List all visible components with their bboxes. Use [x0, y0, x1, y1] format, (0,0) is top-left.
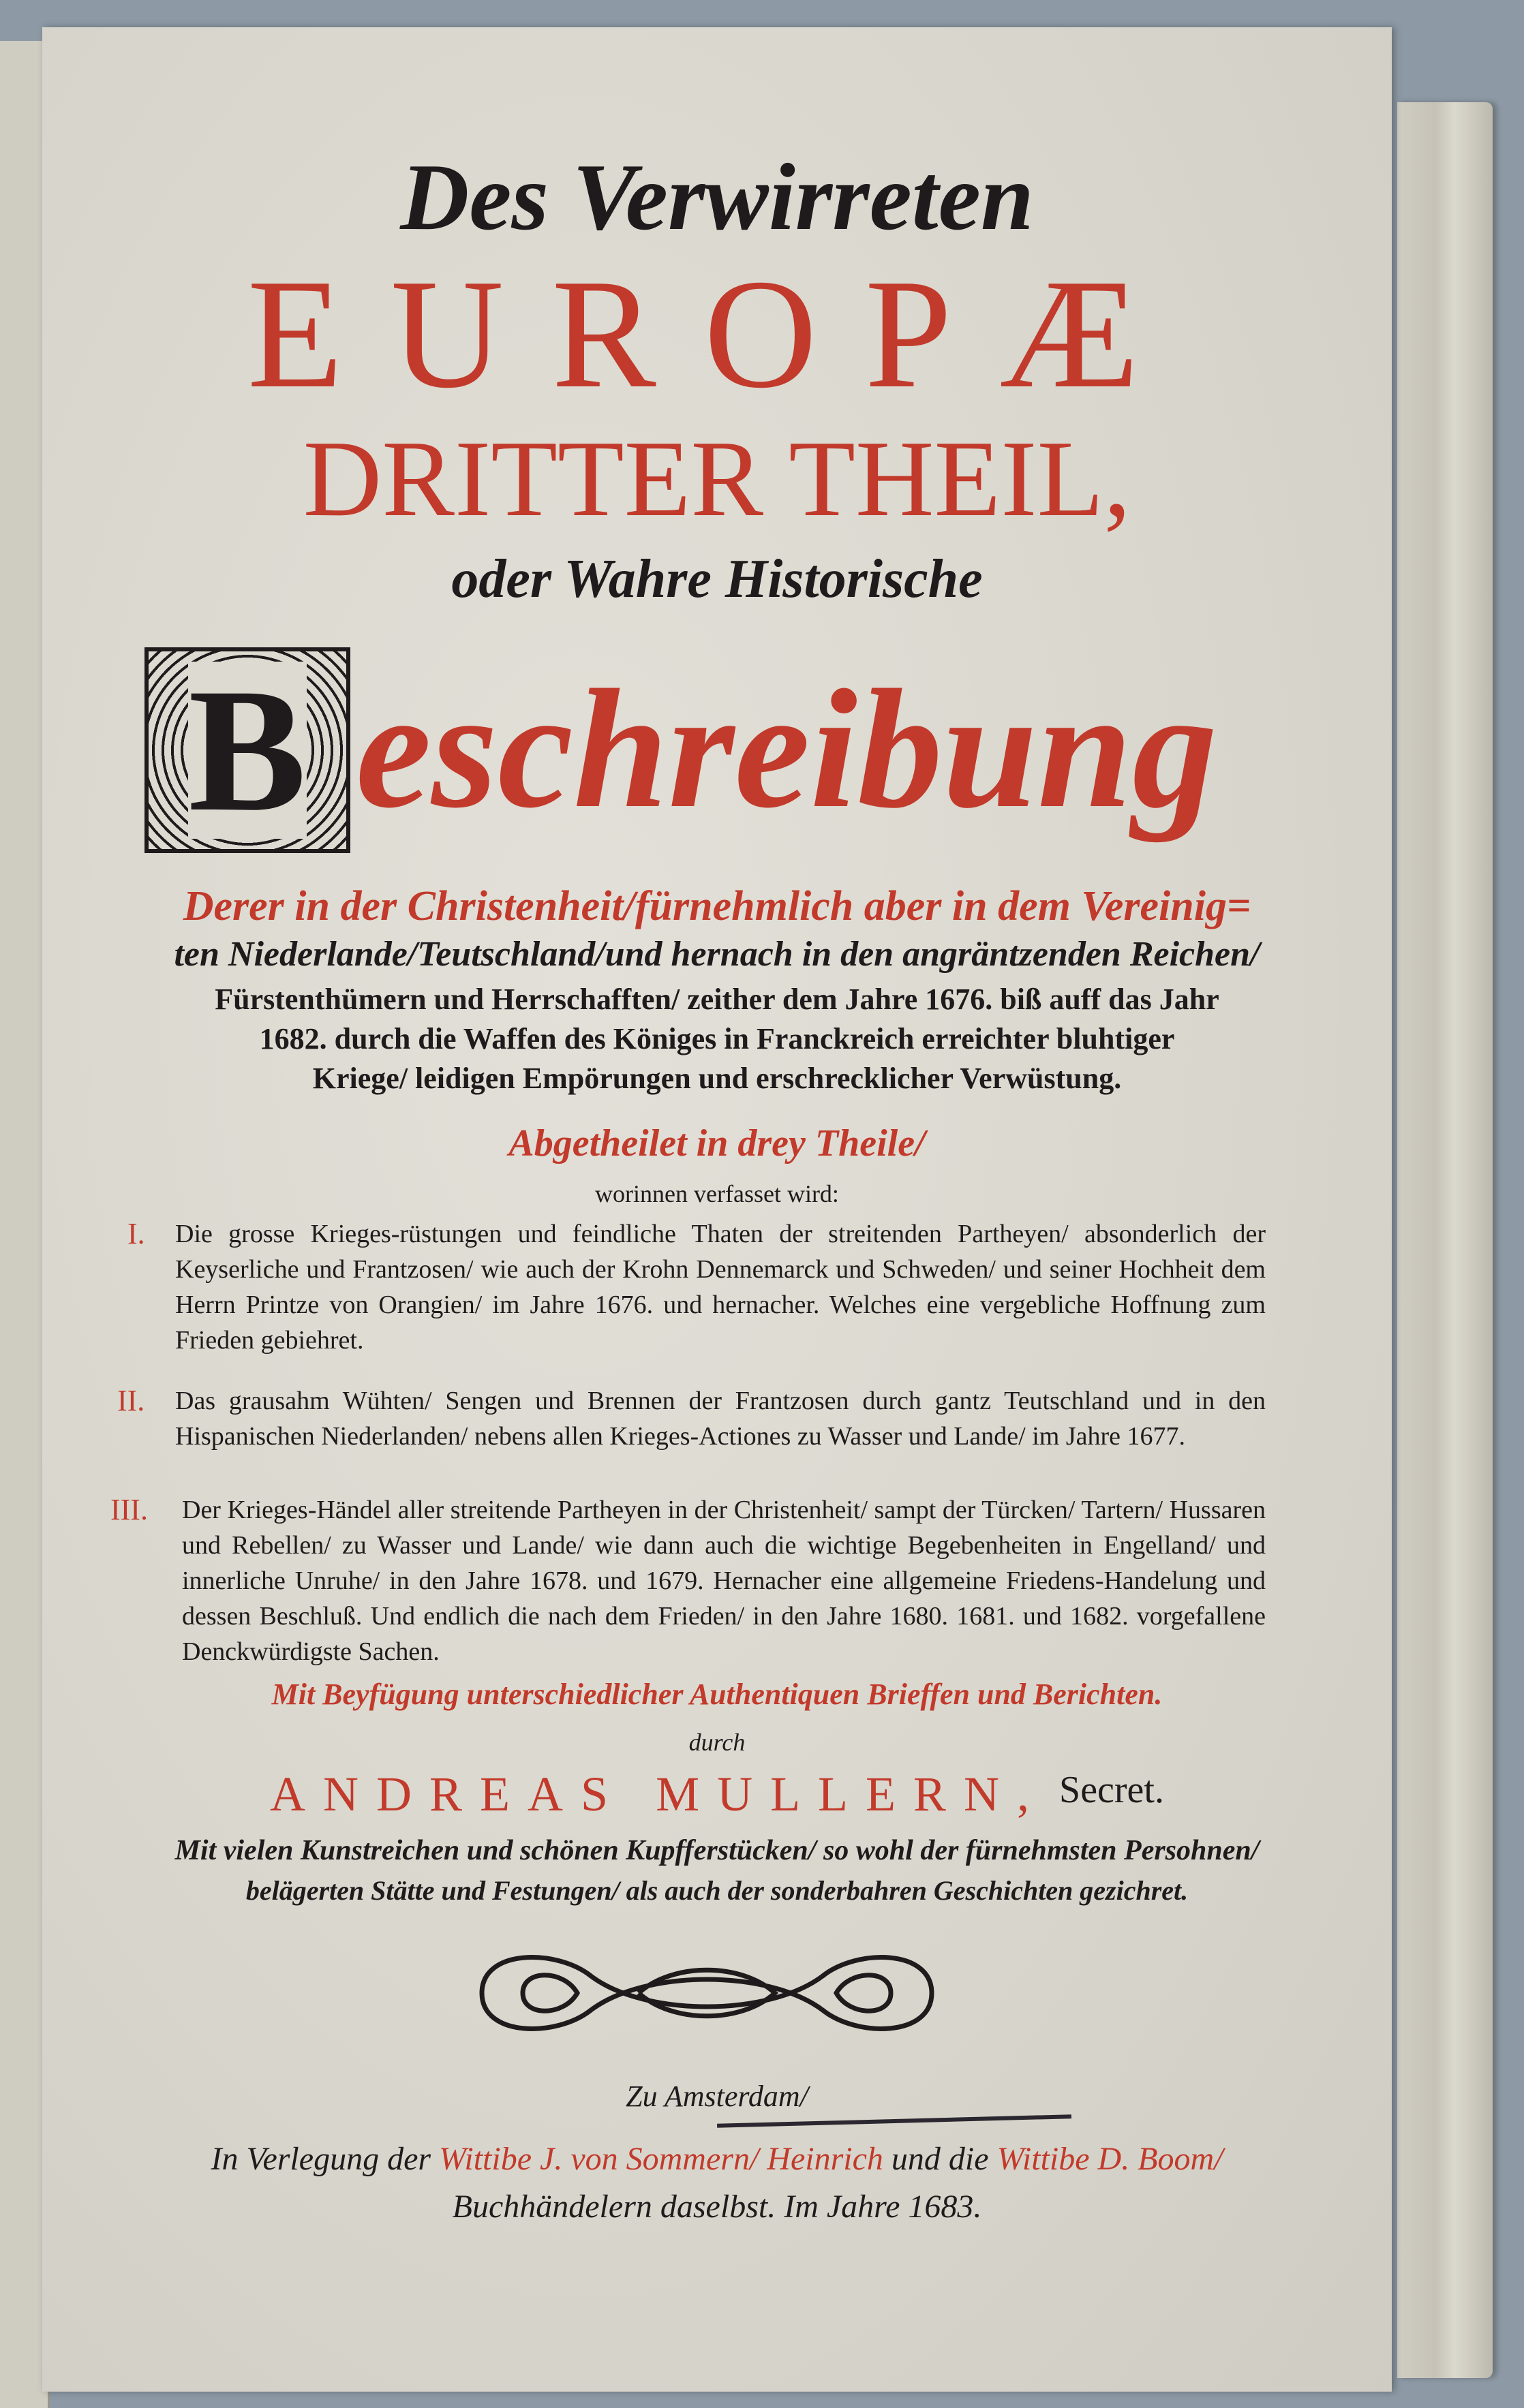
imprint-rule — [717, 2114, 1071, 2128]
imprint-mid: und die — [883, 2141, 997, 2177]
worinnen-line: worinnen verfasset wird: — [595, 1180, 839, 1207]
part-1-numeral: I. — [127, 1217, 145, 1250]
subtitle-line-3: Fürstenthümern und Herrschafften/ zeither dem Jahre 1676. biß auff das Jahr — [215, 983, 1219, 1016]
part-2-text: Das grausahm Wühten/ Sengen und Brennen der Frantzosen durch gantz Teutschland und in den Hispanischen Niederlanden/ nebens allen Krieges-Actiones zu Wasser und Lande/ im Jahre 1677. — [175, 1387, 1266, 1451]
subtitle-line-5: Kriege/ leidigen Empörungen und erschrecklicher Verwüstung. — [312, 1062, 1122, 1095]
initial-letter: B — [188, 652, 307, 848]
subtitle-line-1: Derer in der Christenheit/fürnehmlich aber in dem Vereinig= — [183, 883, 1251, 929]
durch-line: durch — [688, 1729, 746, 1756]
part-3-text: Der Krieges-Händel aller streitende Partheyen in der Christenheit/ sampt der Türcken/ Tartern/ Hussaren und Rebellen/ zu Wasser und Lande/ wie dann auch die wichtige Begebenheiten in Engelland/ und innerliche Unruhe/ in den Jahre 1678. und 1679. Hernacher eine allgemeine Friedens-Handelung und dessen Beschluß. Und endlich die nach dem Frieden/ in den Jahre 1680. 1681. und 1682. vorgefallene Denckwürdigste Sachen. — [182, 1496, 1266, 1666]
part-1-text: Die grosse Krieges-rüstungen und feindliche Thaten der streitenden Partheyen/ absonderlich der Keyserliche und Frantzosen/ wie auch der Krohn Dennemarck und Schweden/ und seiner Hochheit dem Herrn Printze von Orangien/ im Jahre 1676. und hernacher. Welches eine vergebliche Hoffnung zum Frieden gebiehret. — [175, 1220, 1266, 1355]
author-name: ANDREAS MULLERN, — [270, 1767, 1048, 1821]
illustrations-line-2: belägerten Stätte und Festungen/ als auch der sonderbahren Geschichten gezichret. — [245, 1875, 1189, 1906]
author-line — [42, 1761, 1392, 1823]
imprint-line-2: Buchhändelern daselbst. Im Jahre 1683. — [452, 2189, 982, 2225]
imprint-prefix: In Verlegung der — [211, 2141, 440, 2177]
part-2-numeral: II. — [117, 1384, 145, 1417]
part-3-numeral: III. — [110, 1493, 148, 1526]
subtitle-line-2: ten Niederlande/Teutschland/und hernach in den angräntzenden Reichen/ — [174, 935, 1260, 974]
author-title: Secret. — [1059, 1769, 1164, 1811]
ornament-flourish — [468, 1935, 945, 2051]
title-line-1: Des Verwirreten — [400, 144, 1034, 250]
subtitle-line-4: 1682. durch die Waffen des Königes in Franckreich erreichter bluhtiger — [259, 1022, 1175, 1055]
title-page — [42, 27, 1392, 2392]
title-line-4: oder Wahre Historische — [451, 549, 983, 609]
illustrations-line-1: Mit vielen Kunstreichen und schönen Kupfferstücken/ so wohl der fürnehmsten Persohnen/ — [174, 1835, 1260, 1866]
page-stack-edge — [1397, 102, 1493, 2378]
place-line: Zu Amsterdam/ — [626, 2080, 808, 2113]
beyfuegung-line: Mit Beyfügung unterschiedlicher Authentiquen Brieffen und Berichten. — [271, 1678, 1163, 1711]
decorated-initial — [144, 647, 350, 853]
imprint-line-1 — [42, 2140, 1392, 2179]
title-europae: EUROPÆ — [247, 247, 1187, 420]
publisher-1: Wittibe J. von Sommern/ Heinrich — [439, 2141, 883, 2177]
publisher-2: Wittibe D. Boom/ — [996, 2141, 1223, 2177]
title-dritter-theil: DRITTER THEIL, — [303, 418, 1131, 539]
division-heading: Abgetheilet in drey Theile/ — [508, 1122, 926, 1164]
title-beschreibung: eschreibung — [356, 655, 1218, 844]
